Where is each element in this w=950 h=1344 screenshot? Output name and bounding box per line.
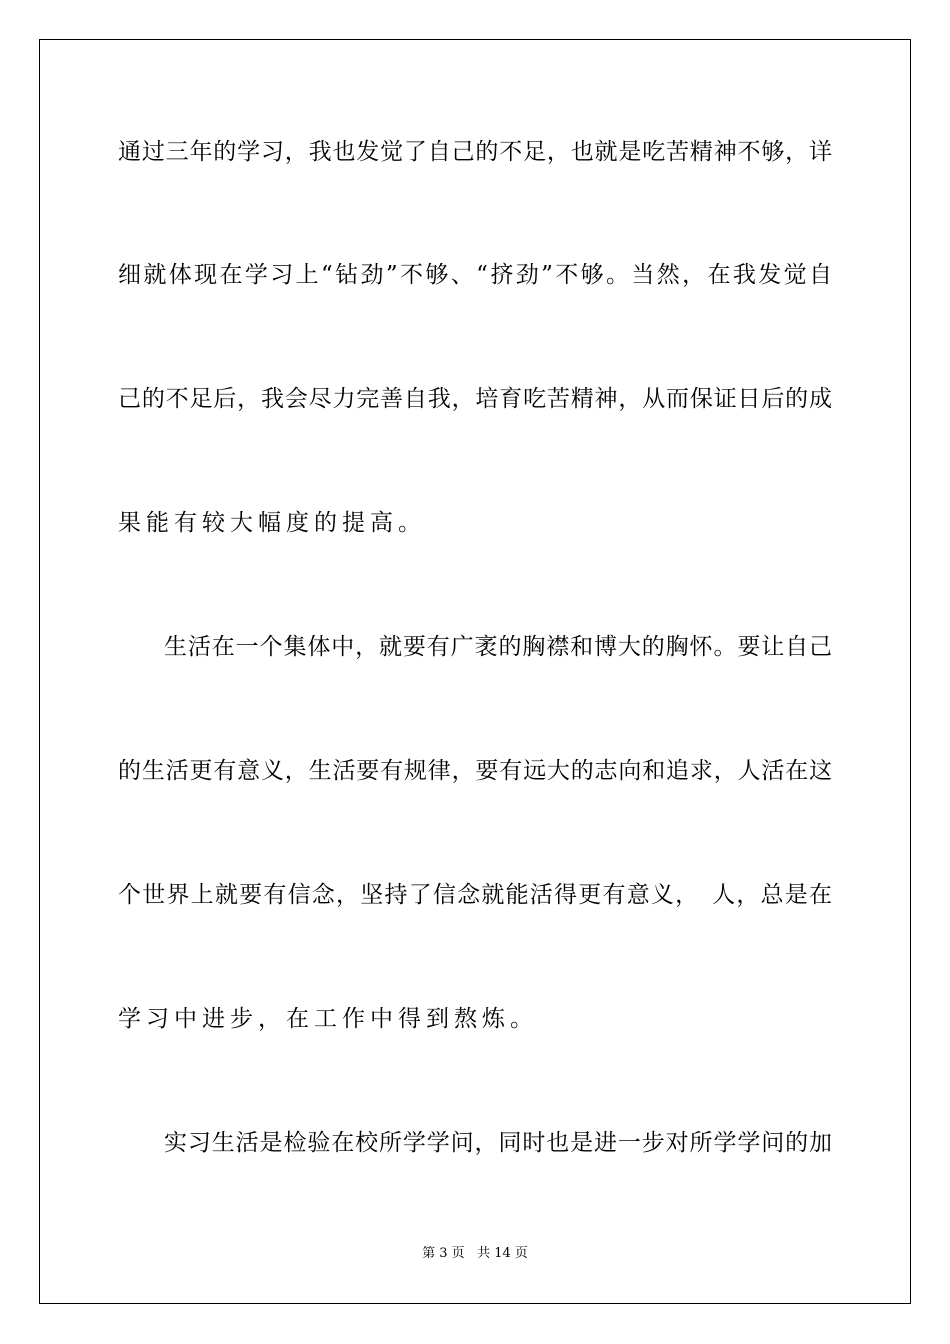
paragraph-line: 实习生活是检验在校所学学问，同时也是进一步对所学学问的加 xyxy=(164,1130,832,1156)
paragraph-line: 己的不足后，我会尽力完善自我，培育吃苦精神，从而保证日后的成 xyxy=(118,386,832,412)
paragraph-line: 个世界上就要有信念，坚持了信念就能活得更有意义， 人，总是在 xyxy=(118,882,832,908)
paragraph-line: 通过三年的学习，我也发觉了自己的不足，也就是吃苦精神不够，详 xyxy=(118,139,832,165)
page-border xyxy=(39,39,911,1304)
page-number: 第 3 页 xyxy=(422,1246,465,1261)
paragraph-line: 细就体现在学习上“钻劲”不够、“挤劲”不够。当然，在我发觉自 xyxy=(118,262,832,288)
paragraph-line: 生活在一个集体中，就要有广袤的胸襟和博大的胸怀。要让自己 xyxy=(164,634,832,660)
paragraph-line: 的生活更有意义，生活要有规律，要有远大的志向和追求，人活在这 xyxy=(118,758,832,784)
paragraph-line: 果能有较大幅度的提高。 xyxy=(118,510,426,536)
paragraph-line: 学习中进步，在工作中得到熬炼。 xyxy=(118,1006,538,1032)
total-pages: 共 14 页 xyxy=(477,1246,528,1261)
page-footer xyxy=(0,1246,950,1262)
